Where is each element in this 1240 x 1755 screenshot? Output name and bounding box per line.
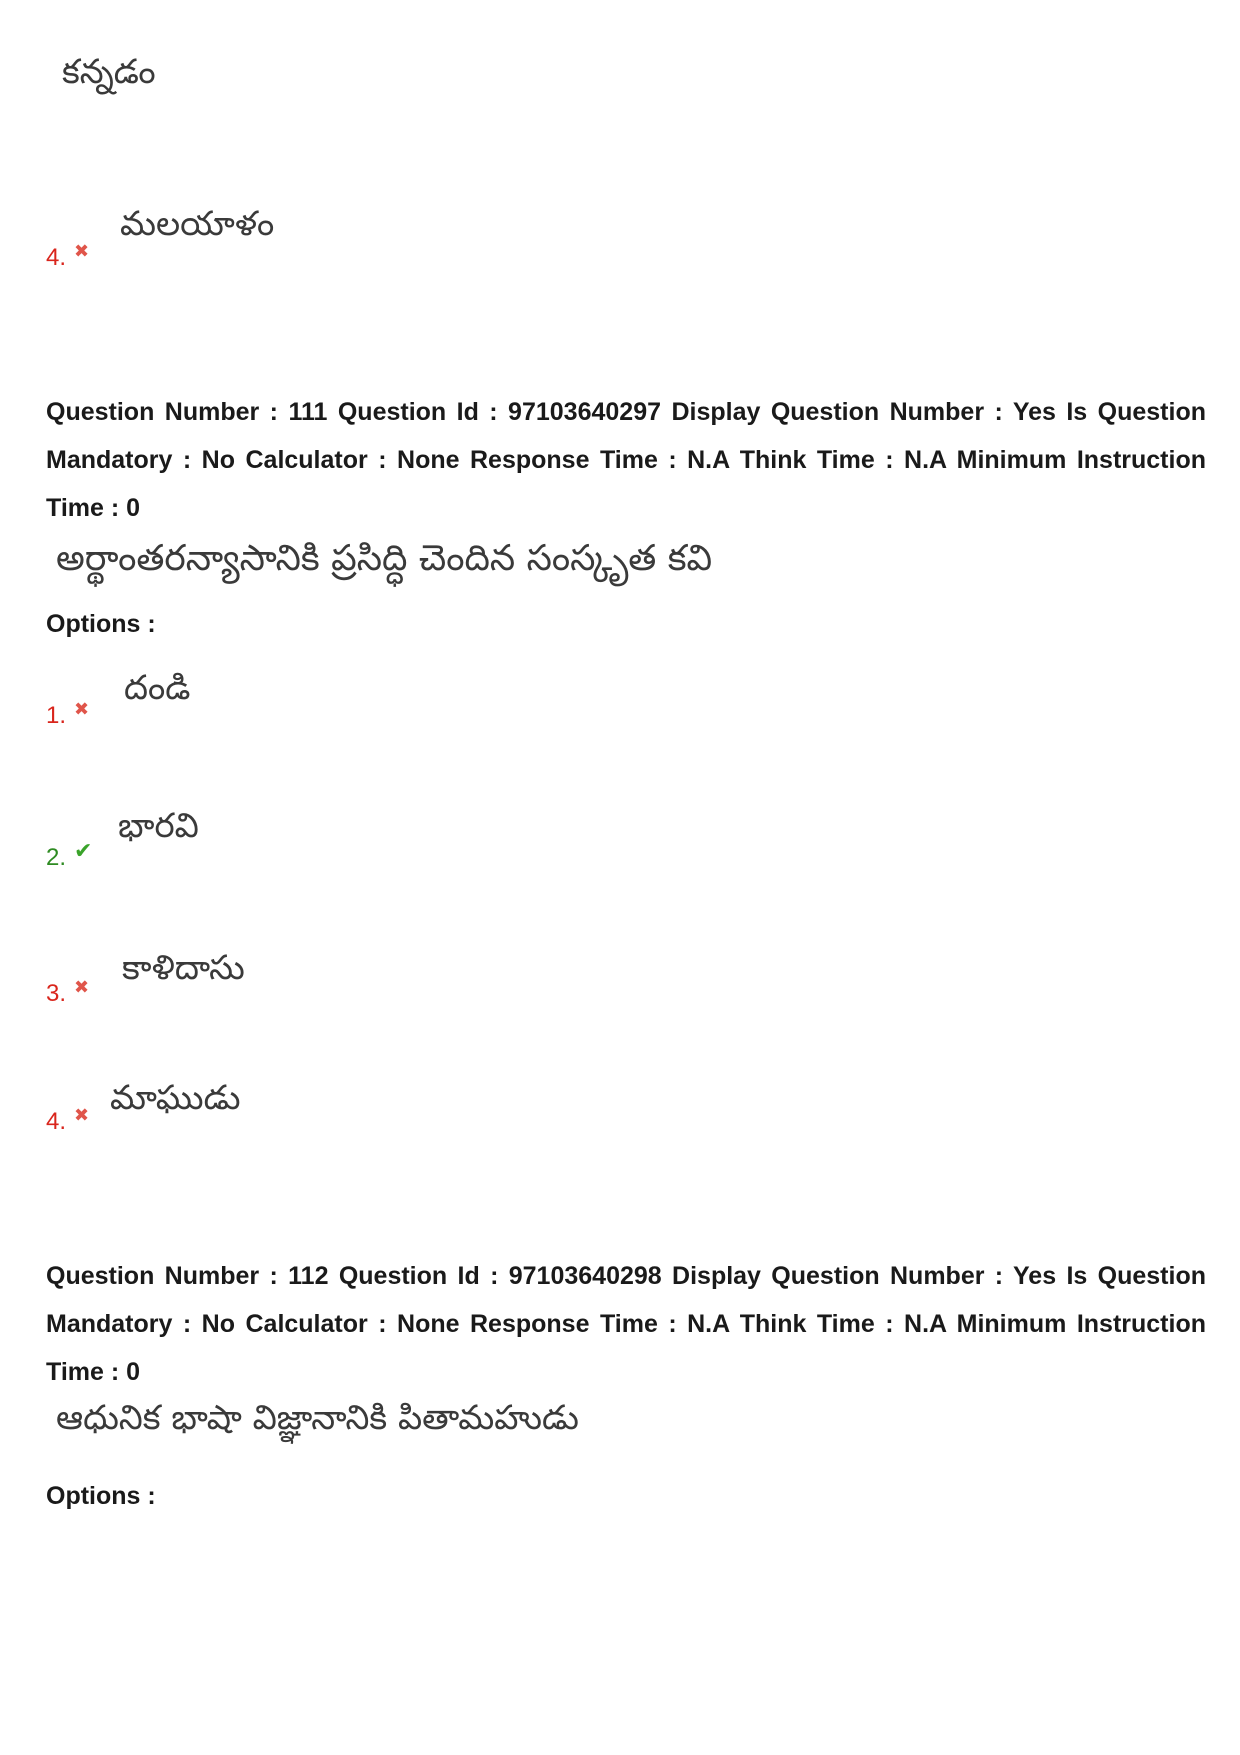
option-number: 2.: [46, 844, 67, 871]
option-number: 4.: [46, 1108, 67, 1135]
question-111-option-1: [46, 699, 90, 730]
question-111-options-label: Options :: [46, 610, 156, 638]
cross-icon: ✖: [74, 241, 90, 262]
question-112-text: ఆధునిక భాషా విజ్ఞానానికి పితామహుడు: [56, 1398, 579, 1438]
prev-option-4: [46, 241, 90, 272]
check-icon: ✔: [74, 839, 93, 864]
question-111-option-2-text: భారవి: [118, 806, 199, 846]
option-number: 1.: [46, 702, 67, 729]
question-111-header: Question Number : 111 Question Id : 97103640297 Display Question Number : Yes Is Question Mandatory : No Calculator : None Response Time : N.A Think Time : N.A Minimum Instruction Time : 0: [46, 398, 1206, 522]
prev-option-3-text: కన్నడం: [62, 52, 156, 92]
cross-icon: ✖: [74, 977, 90, 998]
prev-option-4-text: మలయాళం: [120, 204, 275, 244]
question-112-options-label: Options :: [46, 1482, 156, 1510]
question-111-text: అర్థాంతరన్యాసానికి ప్రసిద్ధి చెందిన సంస్కృత కవి: [56, 538, 713, 579]
question-111-option-4-text: మాఘుడు: [110, 1078, 241, 1118]
option-number: 4.: [46, 244, 67, 271]
question-111-option-1-text: దండి: [124, 668, 191, 708]
question-111-option-3-text: కాళిదాసు: [122, 948, 245, 988]
question-112-header: Question Number : 112 Question Id : 97103640298 Display Question Number : Yes Is Question Mandatory : No Calculator : None Response Time : N.A Think Time : N.A Minimum Instruction Time : 0: [46, 1262, 1206, 1386]
option-number: 3.: [46, 980, 67, 1007]
question-111-option-2: [46, 839, 93, 872]
cross-icon: ✖: [74, 1105, 90, 1126]
question-111-option-4: [46, 1105, 90, 1136]
cross-icon: ✖: [74, 699, 90, 720]
question-111-option-3: [46, 977, 90, 1008]
